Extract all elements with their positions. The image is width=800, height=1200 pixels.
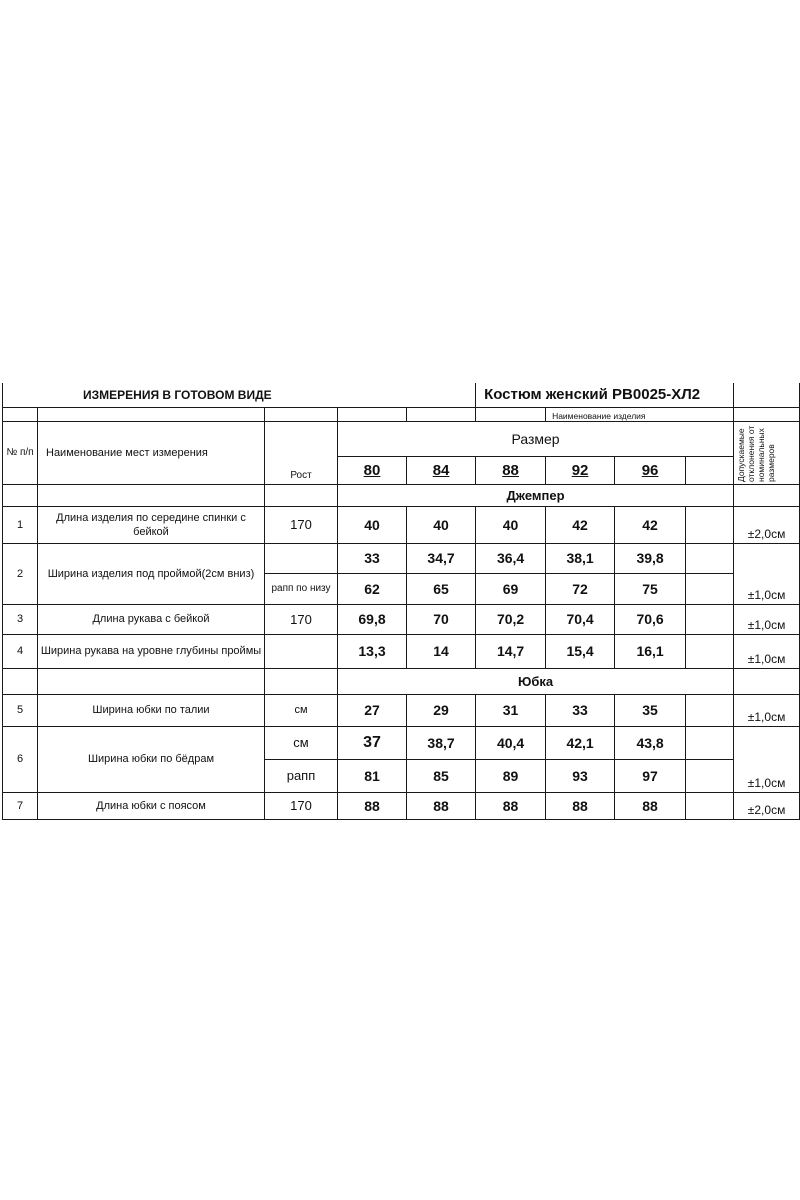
value-cell: 42 bbox=[615, 506, 686, 543]
value-cell: 39,8 bbox=[615, 543, 686, 573]
value-cell: 70,4 bbox=[546, 604, 615, 634]
value-cell: 70,2 bbox=[476, 604, 546, 634]
size-84: 84 bbox=[407, 456, 476, 484]
size-96: 96 bbox=[615, 456, 686, 484]
rost-value: см bbox=[265, 726, 338, 759]
value-cell: 38,1 bbox=[546, 543, 615, 573]
section-row-skirt bbox=[3, 668, 800, 694]
value-cell: 14,7 bbox=[476, 634, 546, 668]
table-row bbox=[3, 694, 800, 726]
row-number: 2 bbox=[3, 543, 38, 604]
value-cell: 75 bbox=[615, 573, 686, 604]
measurement-table bbox=[2, 383, 800, 820]
size-88: 88 bbox=[476, 456, 546, 484]
value-cell: 97 bbox=[615, 759, 686, 792]
measurement-name: Ширина изделия под проймой(2см вниз) bbox=[38, 543, 265, 604]
rost-value: 170 bbox=[265, 604, 338, 634]
table-row bbox=[3, 634, 800, 668]
value-cell: 88 bbox=[407, 792, 476, 819]
value-cell: 81 bbox=[338, 759, 407, 792]
table-row bbox=[3, 792, 800, 819]
value-cell: 36,4 bbox=[476, 543, 546, 573]
value-cell: 40 bbox=[407, 506, 476, 543]
measurement-name: Ширина юбки по бёдрам bbox=[38, 726, 265, 792]
num-header: № п/п bbox=[3, 421, 38, 484]
rost-value: см bbox=[265, 694, 338, 726]
value-cell: 62 bbox=[338, 573, 407, 604]
value-cell: 88 bbox=[615, 792, 686, 819]
value-cell: 65 bbox=[407, 573, 476, 604]
tolerance-header: Допускаемые отклонения от номинальных размеров bbox=[734, 421, 800, 484]
value-cell: 35 bbox=[615, 694, 686, 726]
tolerance-value: ±2,0см bbox=[734, 506, 800, 543]
row-number: 5 bbox=[3, 694, 38, 726]
rost-value bbox=[265, 543, 338, 573]
value-cell: 42 bbox=[546, 506, 615, 543]
value-cell: 69 bbox=[476, 573, 546, 604]
product-name: Костюм женский РВ0025-ХЛ2 bbox=[476, 383, 734, 407]
rost-value: 170 bbox=[265, 506, 338, 543]
value-cell: 69,8 bbox=[338, 604, 407, 634]
rost-header: Рост bbox=[265, 421, 338, 484]
value-cell: 88 bbox=[546, 792, 615, 819]
measurement-sheet bbox=[2, 383, 799, 816]
size-header: Размер bbox=[338, 421, 734, 456]
row-number: 6 bbox=[3, 726, 38, 792]
product-caption: Наименование изделия bbox=[546, 407, 734, 421]
measurement-name: Длина юбки с поясом bbox=[38, 792, 265, 819]
value-cell: 70 bbox=[407, 604, 476, 634]
tolerance-value: ±1,0см bbox=[734, 604, 800, 634]
table-row bbox=[3, 726, 800, 759]
section-row-jumper bbox=[3, 484, 800, 506]
rost-value bbox=[265, 634, 338, 668]
table-row bbox=[3, 506, 800, 543]
value-cell: 14 bbox=[407, 634, 476, 668]
value-cell: 88 bbox=[338, 792, 407, 819]
row-number: 7 bbox=[3, 792, 38, 819]
table-row bbox=[3, 604, 800, 634]
measurement-name: Ширина юбки по талии bbox=[38, 694, 265, 726]
sheet-title: ИЗМЕРЕНИЯ В ГОТОВОМ ВИДЕ bbox=[3, 383, 476, 407]
header-row bbox=[3, 421, 800, 456]
title-row bbox=[3, 383, 800, 407]
rost-value: рапп по низу bbox=[265, 573, 338, 604]
section-skirt: Юбка bbox=[338, 668, 734, 694]
size-80: 80 bbox=[338, 456, 407, 484]
value-cell: 34,7 bbox=[407, 543, 476, 573]
value-cell: 43,8 bbox=[615, 726, 686, 759]
value-cell: 40 bbox=[476, 506, 546, 543]
value-cell: 31 bbox=[476, 694, 546, 726]
row-number: 1 bbox=[3, 506, 38, 543]
rost-value: рапп bbox=[265, 759, 338, 792]
value-cell: 15,4 bbox=[546, 634, 615, 668]
value-cell: 13,3 bbox=[338, 634, 407, 668]
value-cell: 16,1 bbox=[615, 634, 686, 668]
tolerance-value: ±1,0см bbox=[734, 694, 800, 726]
rost-value: 170 bbox=[265, 792, 338, 819]
measurement-name: Ширина рукава на уровне глубины проймы bbox=[38, 634, 265, 668]
value-cell: 40,4 bbox=[476, 726, 546, 759]
value-cell: 38,7 bbox=[407, 726, 476, 759]
tolerance-value: ±1,0см bbox=[734, 726, 800, 792]
value-cell: 33 bbox=[546, 694, 615, 726]
value-cell: 72 bbox=[546, 573, 615, 604]
tolerance-value: ±2,0см bbox=[734, 792, 800, 819]
value-cell: 37 bbox=[338, 726, 407, 759]
value-cell: 42,1 bbox=[546, 726, 615, 759]
row-number: 3 bbox=[3, 604, 38, 634]
value-cell: 89 bbox=[476, 759, 546, 792]
value-cell: 27 bbox=[338, 694, 407, 726]
value-cell: 40 bbox=[338, 506, 407, 543]
measurement-name: Длина рукава с бейкой bbox=[38, 604, 265, 634]
size-92: 92 bbox=[546, 456, 615, 484]
section-jumper: Джемпер bbox=[338, 484, 734, 506]
row-number: 4 bbox=[3, 634, 38, 668]
value-cell: 33 bbox=[338, 543, 407, 573]
name-header: Наименование мест измерения bbox=[38, 421, 265, 484]
table-row bbox=[3, 543, 800, 573]
value-cell: 29 bbox=[407, 694, 476, 726]
value-cell: 70,6 bbox=[615, 604, 686, 634]
caption-row bbox=[3, 407, 800, 421]
measurement-name: Длина изделия по середине спинки с бейкой bbox=[38, 506, 265, 543]
tolerance-value: ±1,0см bbox=[734, 634, 800, 668]
value-cell: 88 bbox=[476, 792, 546, 819]
value-cell: 93 bbox=[546, 759, 615, 792]
value-cell: 85 bbox=[407, 759, 476, 792]
tolerance-value: ±1,0см bbox=[734, 543, 800, 604]
